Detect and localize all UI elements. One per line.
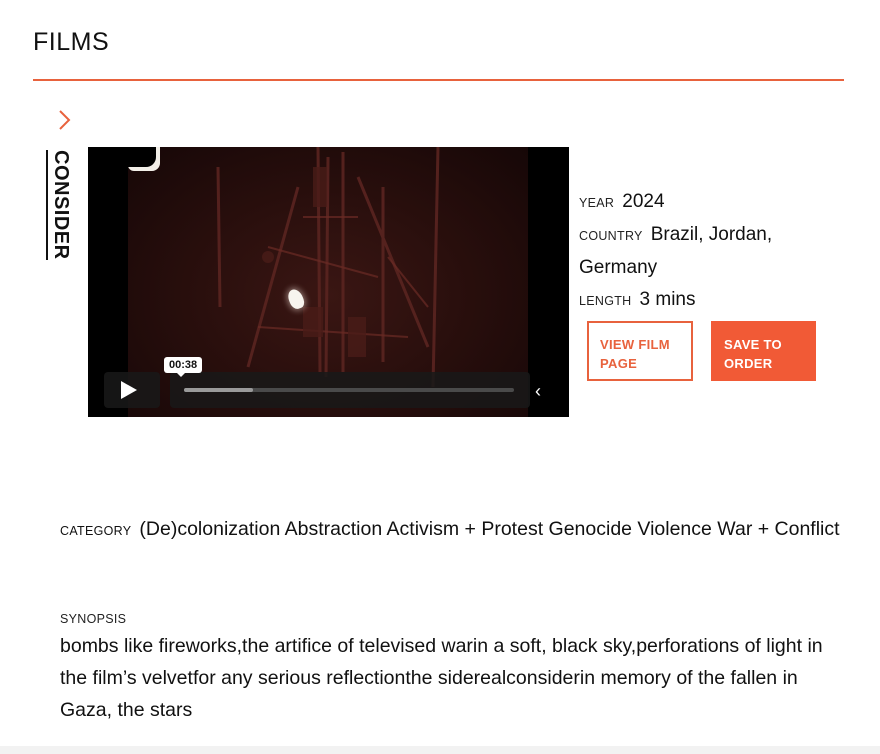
view-film-page-button[interactable]: VIEW FILM PAGE xyxy=(587,321,693,381)
title-divider xyxy=(33,79,844,81)
year-label: YEAR xyxy=(579,196,615,210)
year-row xyxy=(579,186,839,219)
year-value: 2024 xyxy=(622,191,665,212)
page-title: FILMS xyxy=(33,28,110,56)
category-label: CATEGORY xyxy=(60,524,132,538)
category-value: (De)colonization Abstraction Activism + Protest Genocide Violence War + Conflict xyxy=(139,518,840,540)
progress-bar[interactable] xyxy=(170,372,530,408)
chevron-right-icon[interactable] xyxy=(56,108,74,132)
frame-corner xyxy=(128,147,160,171)
length-label: LENGTH xyxy=(579,294,632,308)
synopsis-label: SYNOPSIS xyxy=(60,612,127,626)
country-row xyxy=(579,219,839,284)
time-tooltip: 00:38 xyxy=(164,357,202,373)
film-title: CONSIDER xyxy=(46,150,74,260)
category-section xyxy=(60,513,840,547)
save-to-order-button[interactable]: SAVE TO ORDER xyxy=(711,321,816,381)
progress-track[interactable] xyxy=(184,388,514,392)
play-button[interactable] xyxy=(104,372,160,408)
progress-fill xyxy=(184,388,253,392)
length-value: 3 mins xyxy=(639,289,696,310)
film-meta xyxy=(579,186,839,317)
country-label: COUNTRY xyxy=(579,229,643,243)
country-value: Brazil, Jordan, Germany xyxy=(579,224,773,278)
video-player[interactable] xyxy=(88,147,569,417)
synopsis-text: bombs like fireworks,the artifice of televised warin a soft, black sky,perforations of light in the film’s velvetfor any serious reflectionthe siderealconsiderin memory of the fallen in Gaza, the stars xyxy=(60,635,823,721)
chevron-left-icon[interactable]: ‹ xyxy=(535,381,541,401)
length-row xyxy=(579,284,839,317)
page-bottom-strip xyxy=(0,746,880,754)
